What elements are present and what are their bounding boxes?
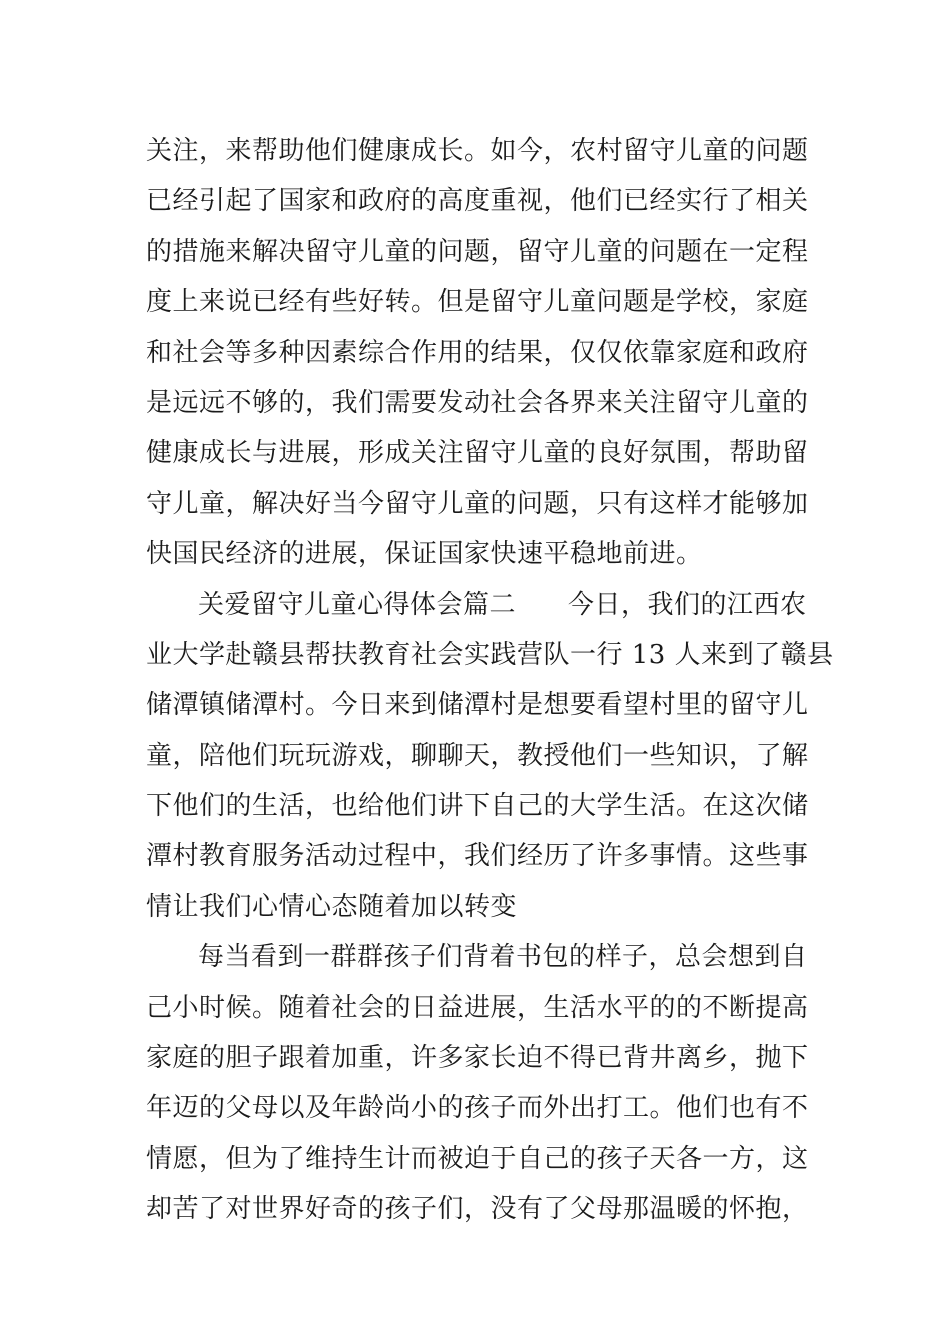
- paragraph-2: [146, 580, 834, 933]
- text-line: 守儿童，解决好当今留守儿童的问题，只有这样才能够加: [146, 488, 809, 519]
- text-line: 关注，来帮助他们健康成长。如今，农村留守儿童的问题: [146, 136, 809, 166]
- text-line: 是远远不够的，我们需要发动社会各界来关注留守儿童的: [146, 387, 809, 418]
- text-line: 储潭镇储潭村。今日来到储潭村是想要看望村里的留守儿: [146, 690, 809, 721]
- paragraph-1: [146, 126, 809, 580]
- paragraph-3: [146, 932, 809, 1234]
- text-line: 年迈的父母以及年龄尚小的孩子而外出打工。他们也有不: [146, 1093, 809, 1124]
- text-line: 童，陪他们玩玩游戏，聊聊天，教授他们一些知识，了解: [146, 740, 809, 771]
- text-line-first: 每当看到一群群孩子们背着书包的样子，总会想到自: [198, 942, 808, 973]
- section-heading: 关爱留守儿童心得体会篇二: [198, 589, 517, 620]
- text-line: 己小时候。随着社会的日益进展，生活水平的的不断提高: [146, 992, 809, 1023]
- text-line: 健康成长与进展，形成关注留守儿童的良好氛围，帮助留: [146, 438, 809, 469]
- text-line: 快国民经济的进展，保证国家快速平稳地前进。: [146, 539, 703, 570]
- text-line: 度上来说已经有些好转。但是留守儿童问题是学校，家庭: [146, 287, 809, 318]
- text-line: 潭村教育服务活动过程中，我们经历了许多事情。这些事: [146, 841, 809, 872]
- text-line: 却苦了对世界好奇的孩子们，没有了父母那温暖的怀抱，: [146, 1194, 809, 1225]
- text-line: 情愿，但为了维持生计而被迫于自己的孩子天各一方，这: [146, 1143, 809, 1174]
- document-body: [146, 126, 834, 1235]
- text-fragment: 今日，我们的江西农: [568, 589, 807, 620]
- text-line: 和社会等多种因素综合作用的结果，仅仅依靠家庭和政府: [146, 337, 809, 368]
- text-line: 家庭的胆子跟着加重，许多家长迫不得已背井离乡，抛下: [146, 1043, 809, 1074]
- text-line: 的措施来解决留守儿童的问题，留守儿童的问题在一定程: [146, 236, 809, 267]
- text-line-first: [146, 580, 806, 630]
- text-line: 情让我们心情心态随着加以转变: [146, 891, 518, 922]
- text-line: 已经引起了国家和政府的高度重视，他们已经实行了相关: [146, 186, 809, 217]
- text-line: 下他们的生活，也给他们讲下自己的大学生活。在这次储: [146, 791, 809, 822]
- text-line: 业大学赴赣县帮扶教育社会实践营队一行 13 人来到了赣县: [146, 639, 834, 670]
